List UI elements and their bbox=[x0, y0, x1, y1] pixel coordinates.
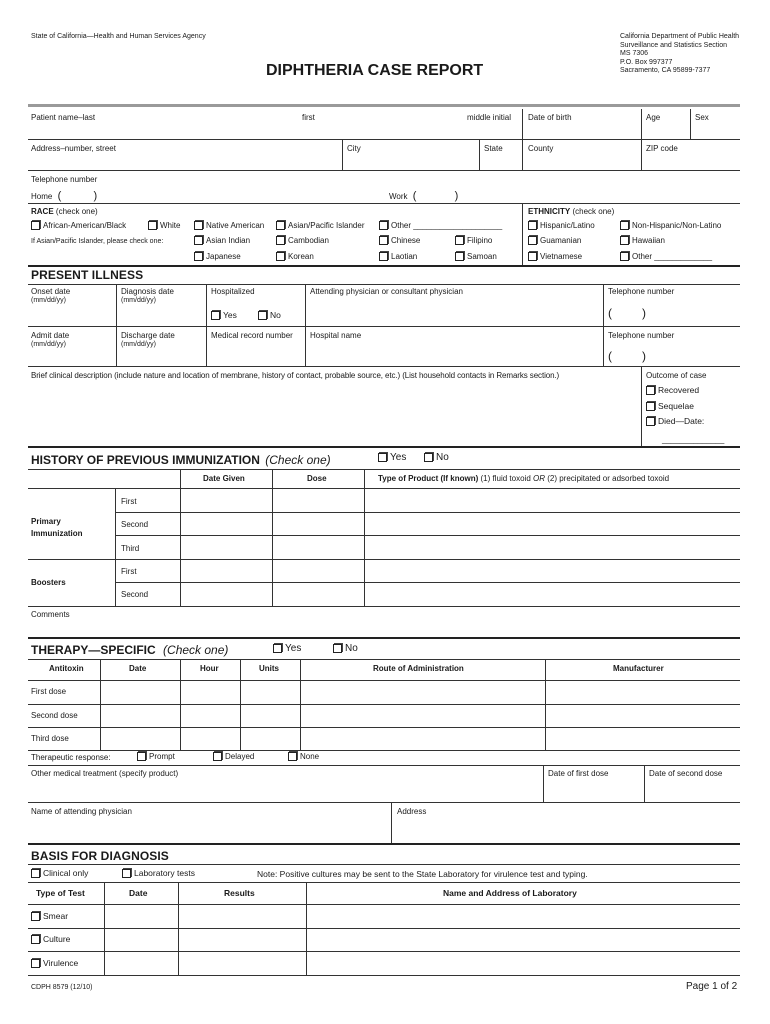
test-smear-checkbox[interactable]: Smear bbox=[31, 911, 68, 921]
paren-open: ( bbox=[57, 190, 62, 202]
col-test-date: Date bbox=[129, 888, 148, 898]
primary-first-row: First bbox=[121, 497, 137, 506]
col-antitoxin: Antitoxin bbox=[49, 664, 84, 673]
race-vietnamese-checkbox[interactable]: Vietnamese bbox=[528, 252, 582, 261]
col-units: Units bbox=[259, 664, 279, 673]
ethnicity-hispanic-checkbox[interactable]: Hispanic/Latino bbox=[528, 221, 595, 230]
address-line: MS 7306 bbox=[620, 50, 649, 58]
sex-label: Sex bbox=[695, 113, 709, 122]
test-virulence-checkbox[interactable]: Virulence bbox=[31, 958, 78, 968]
hospital-telephone-label: Telephone number bbox=[608, 331, 675, 340]
form-id: CDPH 8579 (12/10) bbox=[31, 984, 93, 991]
response-none-checkbox[interactable]: None bbox=[288, 752, 319, 761]
outcome-label: Outcome of case bbox=[646, 371, 707, 380]
patient-first-name-label: first bbox=[302, 113, 315, 122]
work-label: Work bbox=[389, 192, 408, 201]
telephone-label: Telephone number bbox=[608, 287, 675, 296]
medical-record-label: Medical record number bbox=[211, 331, 293, 340]
other-treatment-label: Other medical treatment (specify product) bbox=[31, 769, 179, 778]
admit-date-label: Admit date bbox=[31, 331, 70, 340]
race-laotian-checkbox[interactable]: Laotian bbox=[379, 252, 417, 261]
paren-open: ( bbox=[412, 190, 417, 202]
ethnicity-label: ETHNICITY (check one) bbox=[528, 207, 615, 216]
race-korean-checkbox[interactable]: Korean bbox=[276, 252, 314, 261]
clinical-description-label: Brief clinical description (include nature and location of membrane, history of contact, probable source, etc.) (List household contacts in Remarks section.) bbox=[31, 371, 560, 380]
third-dose-row: Third dose bbox=[31, 734, 69, 743]
api-prompt: If Asian/Pacific Islander, please check one: bbox=[31, 238, 164, 245]
therapy-title: THERAPY—SPECIFIC (Check one) bbox=[31, 643, 229, 657]
ethnicity-non-hispanic-checkbox[interactable]: Non-Hispanic/Non-Latino bbox=[620, 221, 721, 230]
agency-name: State of California—Health and Human Services Agency bbox=[31, 33, 206, 40]
response-delayed-checkbox[interactable]: Delayed bbox=[213, 752, 254, 761]
booster-second-row: Second bbox=[121, 590, 149, 599]
immunization-no-checkbox[interactable]: No bbox=[424, 452, 449, 463]
basis-for-diagnosis-title: BASIS FOR DIAGNOSIS bbox=[31, 849, 169, 863]
home-label: Home bbox=[31, 192, 53, 201]
discharge-date-label: Discharge date bbox=[121, 331, 175, 340]
col-type-of-product: Type of Product (If known) (1) fluid toxoid OR (2) precipitated or adsorbed toxoid bbox=[378, 474, 670, 483]
address-line: California Department of Public Health bbox=[620, 33, 740, 40]
paren-close: ) bbox=[93, 190, 98, 202]
race-japanese-checkbox[interactable]: Japanese bbox=[194, 252, 241, 261]
col-laboratory: Name and Address of Laboratory bbox=[443, 888, 577, 898]
hospitalized-yes-checkbox[interactable]: Yes bbox=[211, 310, 237, 320]
diagnosis-date-format: (mm/dd/yy) bbox=[121, 297, 156, 304]
age-label: Age bbox=[646, 113, 661, 122]
clinical-only-checkbox[interactable]: Clinical only bbox=[31, 868, 88, 878]
col-date-given: Date Given bbox=[203, 474, 245, 483]
boosters-label: Boosters bbox=[31, 578, 66, 587]
present-illness-title: PRESENT ILLNESS bbox=[31, 268, 144, 282]
immunization-yes-checkbox[interactable]: Yes bbox=[378, 452, 406, 463]
state-label: State bbox=[484, 144, 503, 153]
race-asian-pacific-checkbox[interactable]: Asian/Pacific Islander bbox=[276, 221, 364, 230]
death-date-line[interactable]: ______________ bbox=[662, 435, 725, 444]
outcome-recovered-checkbox[interactable]: Recovered bbox=[646, 385, 699, 395]
hospitalized-no-checkbox[interactable]: No bbox=[258, 310, 281, 320]
race-samoan-checkbox[interactable]: Samoan bbox=[455, 252, 497, 261]
address-label: Address–number, street bbox=[31, 144, 116, 153]
address-line: Surveillance and Statistics Section bbox=[620, 41, 727, 49]
second-dose-date-label: Date of second dose bbox=[649, 769, 723, 778]
primary-second-row: Second bbox=[121, 520, 149, 529]
response-prompt-checkbox[interactable]: Prompt bbox=[137, 752, 175, 761]
attending-physician-label: Attending physician or consultant physician bbox=[310, 287, 463, 296]
col-date: Date bbox=[129, 664, 147, 673]
race-chinese-checkbox[interactable]: Chinese bbox=[379, 236, 420, 245]
therapy-yes-checkbox[interactable]: Yes bbox=[273, 643, 301, 654]
address-line: Sacramento, CA 95899-7377 bbox=[620, 67, 711, 75]
date-of-birth-label: Date of birth bbox=[528, 113, 572, 122]
work-phone-field[interactable] bbox=[389, 190, 458, 202]
physician-address-label: Address bbox=[397, 807, 427, 816]
onset-date-format: (mm/dd/yy) bbox=[31, 297, 66, 304]
col-dose: Dose bbox=[307, 474, 327, 483]
outcome-died-checkbox[interactable]: Died—Date: bbox=[646, 416, 704, 426]
race-cambodian-checkbox[interactable]: Cambodian bbox=[276, 236, 329, 245]
hospital-name-label: Hospital name bbox=[310, 331, 362, 340]
therapeutic-response-label: Therapeutic response: bbox=[31, 753, 111, 762]
hospital-phone-field[interactable]: ( ) bbox=[608, 349, 646, 363]
patient-last-name-label: Patient name–last bbox=[31, 113, 96, 122]
first-dose-date-label: Date of first dose bbox=[548, 769, 609, 778]
col-type-of-test: Type of Test bbox=[36, 888, 85, 898]
admit-date-format: (mm/dd/yy) bbox=[31, 341, 66, 348]
col-route: Route of Administration bbox=[373, 664, 464, 673]
race-asian-indian-checkbox[interactable]: Asian Indian bbox=[194, 236, 250, 245]
home-phone-field[interactable] bbox=[31, 190, 97, 202]
laboratory-tests-checkbox[interactable]: Laboratory tests bbox=[122, 868, 195, 878]
onset-date-label: Onset date bbox=[31, 287, 71, 296]
diagnosis-date-label: Diagnosis date bbox=[121, 287, 174, 296]
page-number: Page 1 of 2 bbox=[686, 981, 738, 992]
primary-immunization-label: Primary Immunization bbox=[31, 517, 83, 538]
race-label: RACE (check one) bbox=[31, 207, 98, 216]
primary-third-row: Third bbox=[121, 544, 140, 553]
outcome-sequelae-checkbox[interactable]: Sequelae bbox=[646, 401, 694, 411]
patient-middle-initial-label: middle initial bbox=[467, 113, 512, 122]
race-guamanian-checkbox[interactable]: Guamanian bbox=[528, 236, 581, 245]
address-line: P.O. Box 997377 bbox=[620, 58, 673, 66]
race-hawaiian-checkbox[interactable]: Hawaiian bbox=[620, 236, 665, 245]
header-divider bbox=[28, 104, 740, 107]
paren-close: ) bbox=[454, 190, 459, 202]
first-dose-row: First dose bbox=[31, 687, 67, 696]
cdph-address bbox=[620, 33, 739, 76]
comments-label: Comments bbox=[31, 610, 70, 619]
col-hour: Hour bbox=[200, 664, 219, 673]
col-manufacturer: Manufacturer bbox=[613, 664, 664, 673]
test-culture-checkbox[interactable]: Culture bbox=[31, 934, 70, 944]
county-label: County bbox=[528, 144, 554, 153]
race-other-checkbox[interactable]: Other ____________________ bbox=[379, 221, 502, 230]
immunization-title: HISTORY OF PREVIOUS IMMUNIZATION (Check one) bbox=[31, 453, 331, 467]
col-results: Results bbox=[224, 888, 255, 898]
page-title: DIPHTHERIA CASE REPORT bbox=[266, 62, 484, 79]
booster-first-row: First bbox=[121, 567, 137, 576]
therapy-no-checkbox[interactable]: No bbox=[333, 643, 358, 654]
zip-label: ZIP code bbox=[646, 144, 678, 153]
laboratory-note: Note: Positive cultures may be sent to the State Laboratory for virulence test and typing. bbox=[257, 869, 588, 879]
attending-physician-name-label: Name of attending physician bbox=[31, 807, 132, 816]
race-african-american-checkbox[interactable]: African-American/Black bbox=[31, 221, 126, 230]
race-white-checkbox[interactable]: White bbox=[148, 221, 180, 230]
telephone-label: Telephone number bbox=[31, 175, 98, 184]
race-filipino-checkbox[interactable]: Filipino bbox=[455, 236, 492, 245]
city-label: City bbox=[347, 144, 361, 153]
race-native-american-checkbox[interactable]: Native American bbox=[194, 221, 264, 230]
hospitalized-label: Hospitalized bbox=[211, 287, 255, 296]
second-dose-row: Second dose bbox=[31, 711, 78, 720]
physician-phone-field[interactable]: ( ) bbox=[608, 306, 646, 320]
discharge-date-format: (mm/dd/yy) bbox=[121, 341, 156, 348]
race-other-api-checkbox[interactable]: Other _____________ bbox=[620, 252, 712, 261]
